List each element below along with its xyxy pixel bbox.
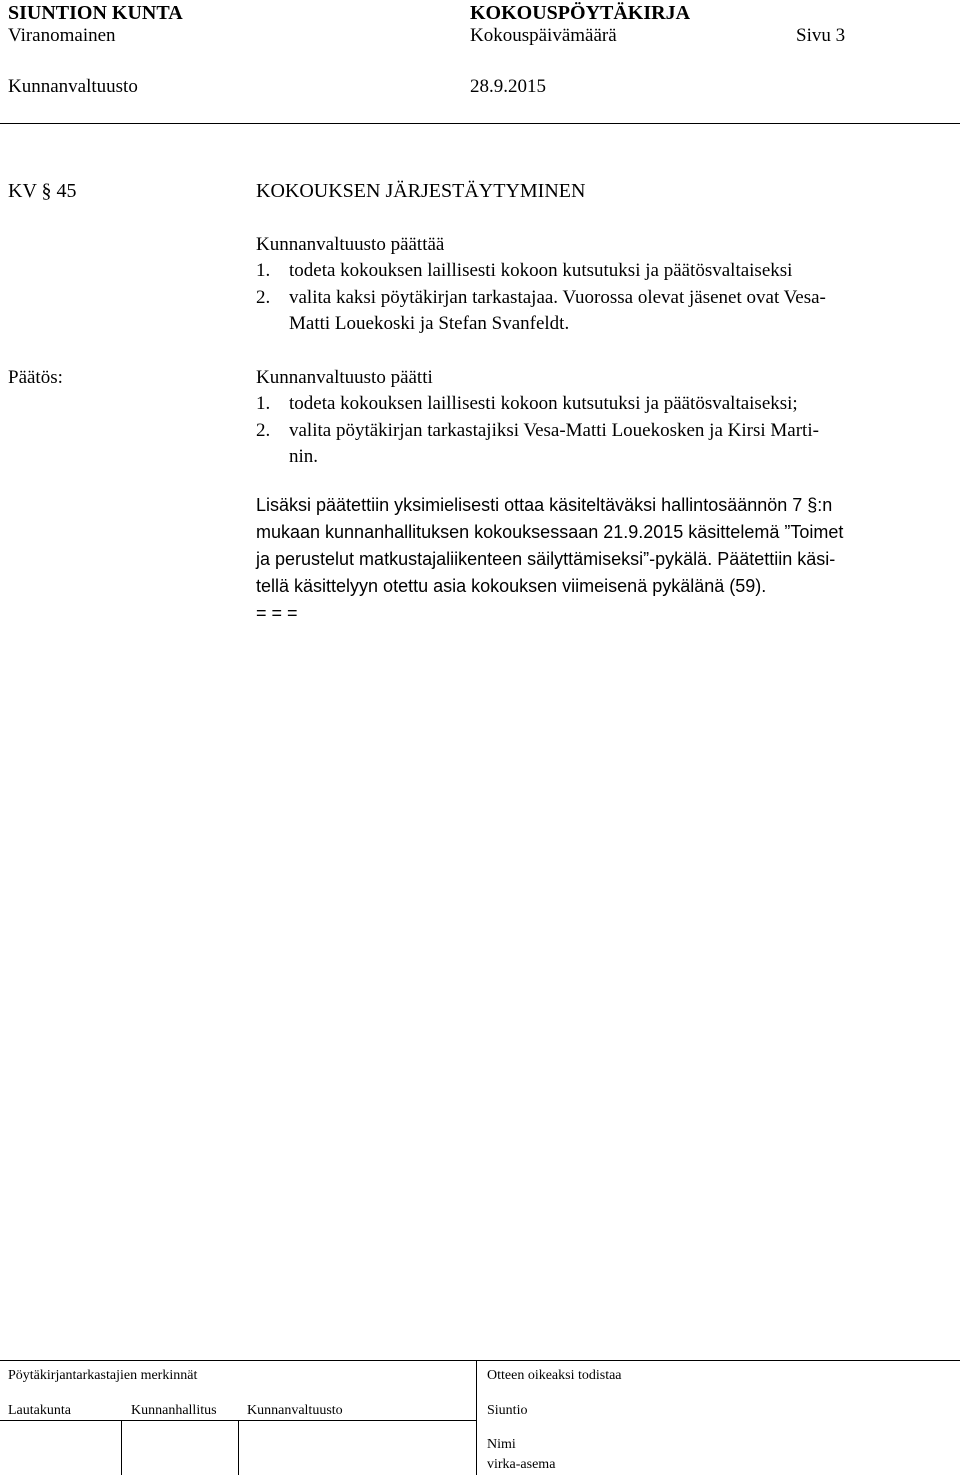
proposal-item-number: 1.	[256, 260, 271, 281]
document-type: KOKOUSPÖYTÄKIRJA	[470, 2, 691, 24]
decision-item-text: todeta kokouksen laillisesti kokoon kutsutuksi ja päätösvaltaiseksi;	[289, 393, 798, 414]
decision-item-number: 2.	[256, 420, 271, 441]
decision-item-text: valita pöytäkirjan tarkastajiksi Vesa-Matti Louekosken ja Kirsi Marti-	[289, 420, 819, 441]
body-label-council: Kunnanvaltuusto	[247, 1403, 343, 1418]
body-label-executive: Kunnanhallitus	[131, 1403, 217, 1418]
section-number: KV § 45	[8, 180, 77, 202]
decision-paragraph-line: Lisäksi päätettiin yksimielisesti ottaa käsiteltäväksi hallintosäännön 7 §:n	[256, 495, 833, 515]
section-title: KOKOUKSEN JÄRJESTÄYTYMINEN	[256, 180, 586, 202]
place-label: Siuntio	[487, 1403, 528, 1418]
reviewers-label: Pöytäkirjantarkastajien merkinnät	[8, 1368, 198, 1383]
decision-paragraph-line: mukaan kunnanhallituksen kokouksessaan 21.9.2015 käsittelemä ”Toimet	[256, 522, 844, 542]
proposal-intro: Kunnanvaltuusto päättää	[256, 234, 445, 255]
decision-item-number: 1.	[256, 393, 271, 414]
decision-paragraph-line: tellä käsittelyyn otettu asia kokouksen viimeisenä pykälänä (59).	[256, 576, 767, 596]
proposal-item-text-continued: Matti Louekoski ja Stefan Svanfeldt.	[289, 313, 570, 334]
header-divider	[0, 123, 960, 124]
page-number: Sivu 3	[796, 25, 846, 46]
decision-label: Päätös:	[8, 367, 63, 388]
footer-grid-line	[121, 1420, 122, 1475]
date-label: Kokouspäivämäärä	[470, 25, 617, 46]
decision-intro: Kunnanvaltuusto päätti	[256, 367, 433, 388]
authority-label: Viranomainen	[8, 25, 116, 46]
certified-label: Otteen oikeaksi todistaa	[487, 1368, 622, 1383]
body-label-board: Lautakunta	[8, 1403, 71, 1418]
position-label: virka-asema	[487, 1457, 556, 1472]
decision-paragraph-line: ja perustelut matkustajaliikenteen säilyttämiseksi”-pykälä. Päätettiin käsi-	[256, 549, 836, 569]
organization-name: SIUNTION KUNTA	[8, 2, 183, 24]
footer-divider	[0, 1360, 960, 1361]
proposal-item-number: 2.	[256, 287, 271, 308]
meeting-date: 28.9.2015	[470, 76, 546, 97]
proposal-item-text: valita kaksi pöytäkirjan tarkastajaa. Vuorossa olevat jäsenet ovat Vesa-	[289, 287, 826, 308]
authority-value: Kunnanvaltuusto	[8, 76, 138, 97]
footer-grid-line	[476, 1360, 477, 1475]
footer-grid-line	[238, 1420, 239, 1475]
name-label: Nimi	[487, 1437, 516, 1452]
proposal-item-text: todeta kokouksen laillisesti kokoon kutsutuksi ja päätösvaltaiseksi	[289, 260, 793, 281]
decision-item-text-continued: nin.	[289, 446, 319, 467]
end-mark: = = =	[256, 603, 298, 623]
